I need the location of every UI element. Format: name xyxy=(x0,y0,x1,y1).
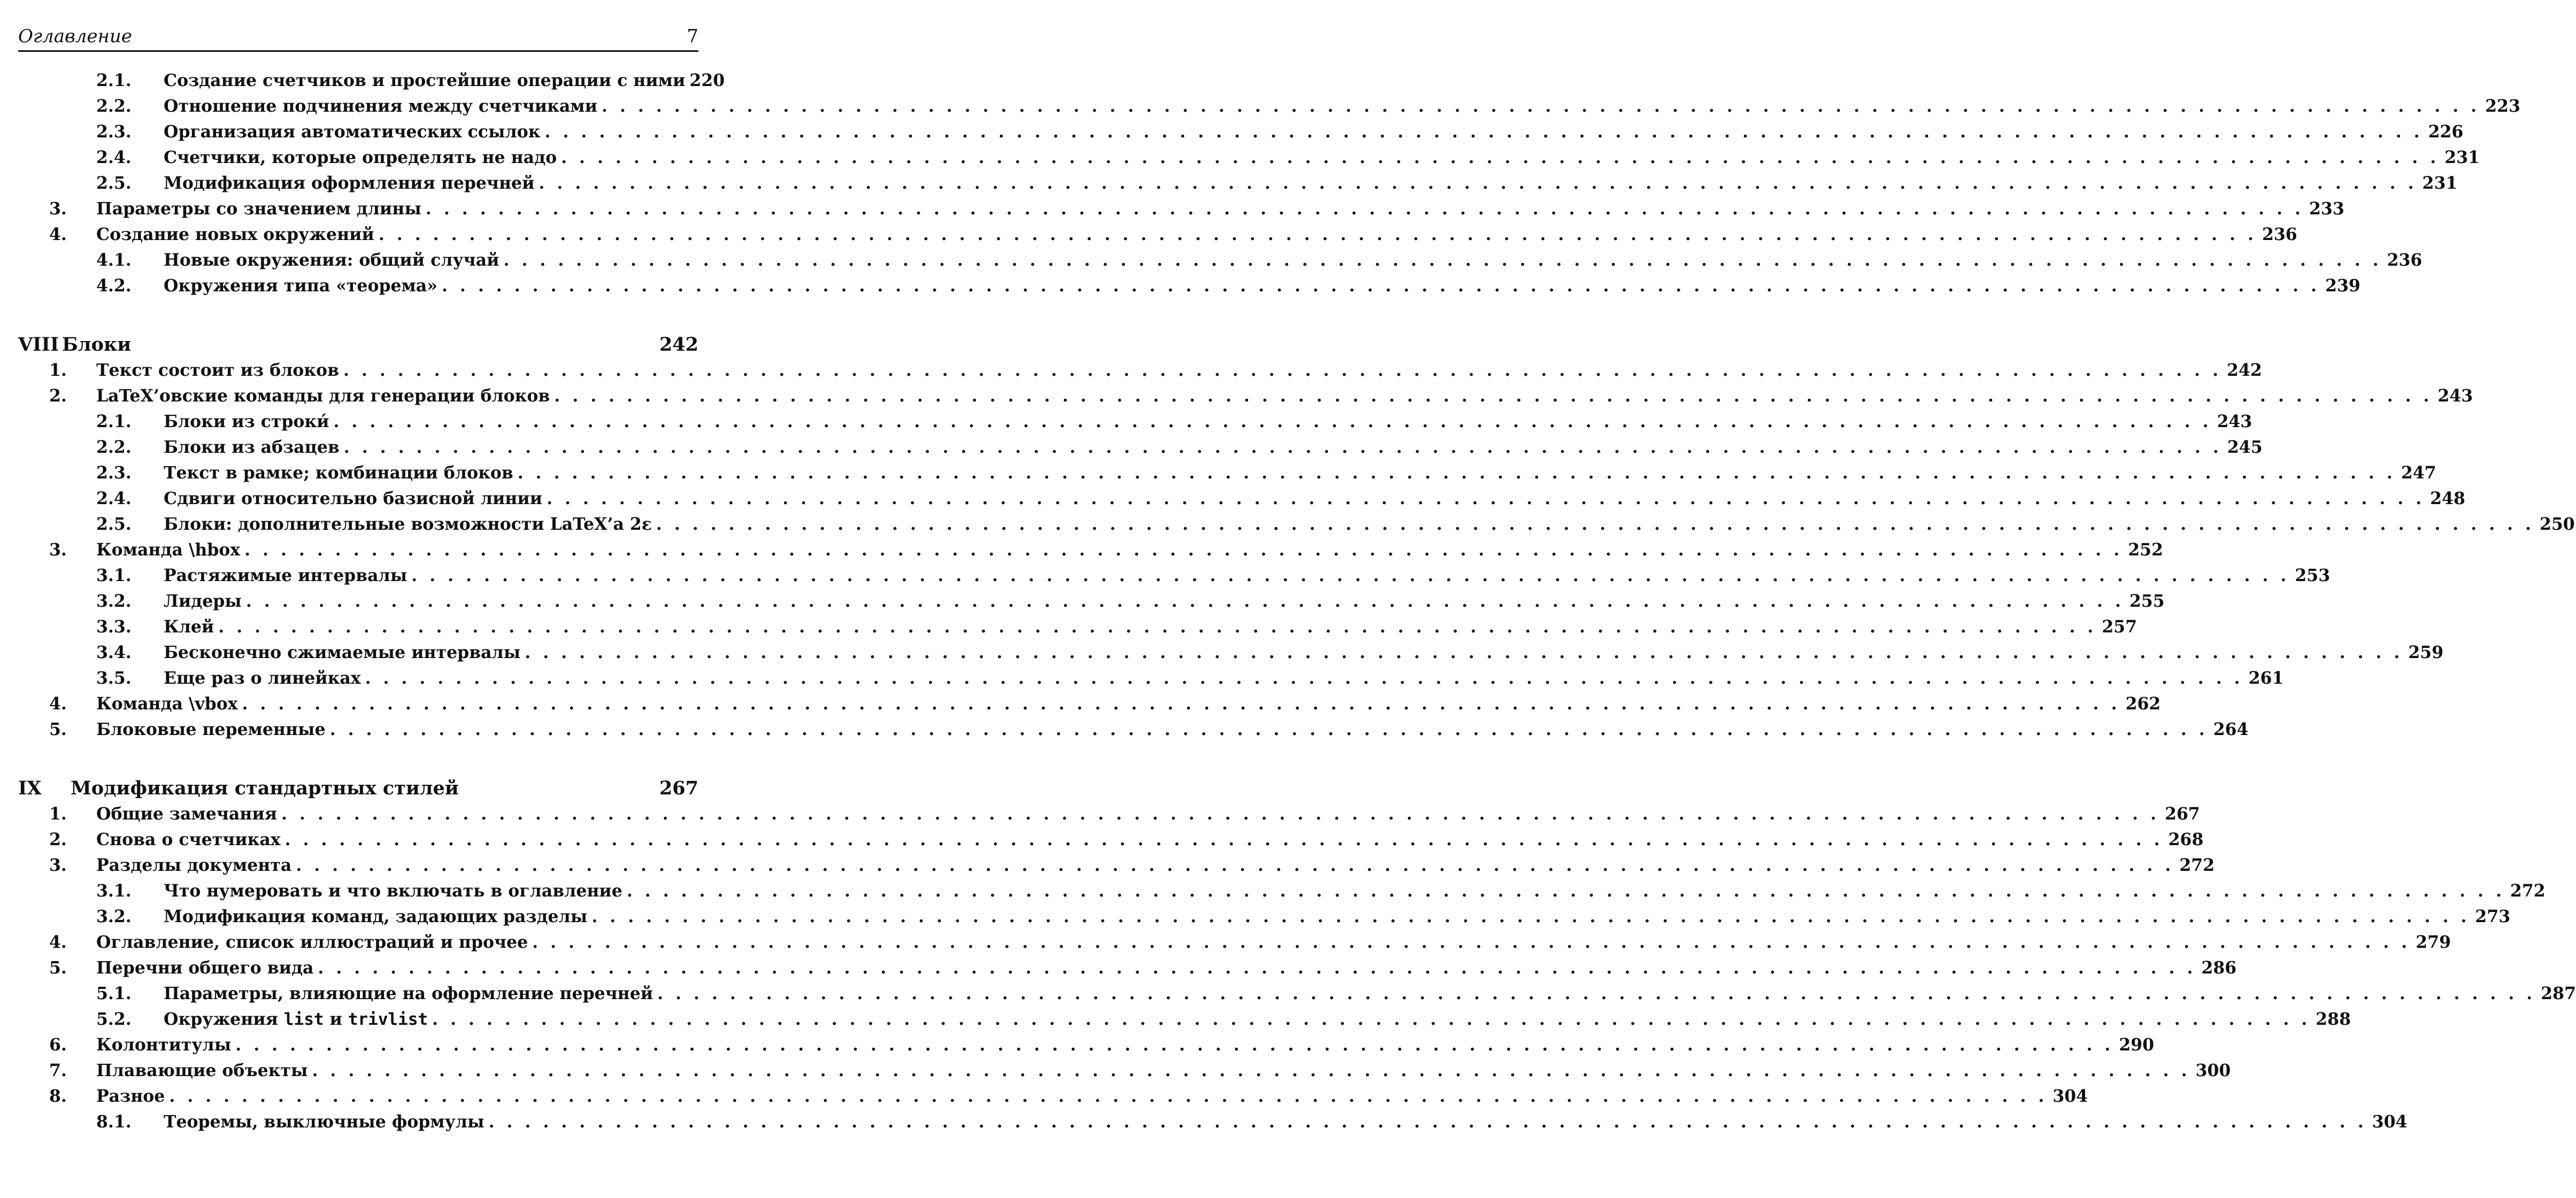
entry-number: 2. xyxy=(49,830,67,849)
entry-page: 248 xyxy=(2430,489,2465,508)
entry-page: 253 xyxy=(2295,566,2331,585)
toc-entry-section xyxy=(0,360,2262,385)
toc-entry-subsection xyxy=(0,591,2165,616)
dot-leader xyxy=(532,932,2410,952)
entry-page: 255 xyxy=(2129,591,2165,611)
chapter-title: Модификация стандартных стилей xyxy=(71,777,459,799)
chapter-heading xyxy=(18,777,698,804)
chapter-page: 242 xyxy=(659,334,698,355)
entry-line xyxy=(164,71,725,90)
dot-leader xyxy=(334,412,2212,431)
entry-number: 3. xyxy=(49,855,67,875)
entry-number: 3. xyxy=(49,199,67,219)
entry-number: 5.2. xyxy=(96,1009,132,1029)
toc-entry-subsection xyxy=(0,71,725,95)
entry-number: 4.1. xyxy=(96,250,132,270)
entry-number: 8.1. xyxy=(96,1112,132,1132)
entry-number: 4. xyxy=(49,932,67,952)
entry-title: Еще раз о линейках xyxy=(164,668,361,688)
entry-page: 242 xyxy=(2227,360,2262,380)
entry-title: Бесконечно сжимаемые интервалы xyxy=(164,643,521,662)
entry-line xyxy=(164,489,2465,508)
toc-entry-subsection xyxy=(0,437,2263,462)
toc-entry-section xyxy=(0,720,2249,744)
entry-title: Окружения типа «теорема» xyxy=(164,276,437,296)
entry-number: 4.2. xyxy=(96,276,132,296)
entry-line xyxy=(164,412,2252,431)
entry-line xyxy=(164,1009,2351,1029)
entry-title: Текст состоит из блоков xyxy=(96,360,339,380)
entry-title: Параметры, влияющие на оформление перечней xyxy=(164,984,653,1003)
entry-title: Создание счетчиков и простейшие операции с ними xyxy=(164,71,686,90)
entry-line xyxy=(164,643,2444,662)
entry-page: 287 xyxy=(2541,984,2576,1003)
toc-entry-subsection xyxy=(0,96,2520,121)
entry-page: 250 xyxy=(2539,514,2575,534)
entry-title: Плавающие объекты xyxy=(96,1061,308,1080)
entry-page: 264 xyxy=(2213,720,2249,739)
dot-leader xyxy=(246,591,2124,611)
entry-page: 243 xyxy=(2437,386,2473,406)
entry-page: 245 xyxy=(2227,437,2263,457)
entry-page: 268 xyxy=(2168,830,2204,849)
entry-page: 267 xyxy=(2165,804,2200,824)
entry-page: 220 xyxy=(689,71,725,90)
dot-leader xyxy=(235,1035,2113,1055)
entry-line xyxy=(96,386,2473,406)
entry-line xyxy=(164,668,2284,688)
entry-line xyxy=(96,360,2262,380)
entry-line xyxy=(96,540,2163,560)
dot-leader xyxy=(330,720,2208,739)
entry-page: 286 xyxy=(2201,958,2237,978)
entry-title: Снова о счетчиках xyxy=(96,830,281,849)
entry-page: 304 xyxy=(2052,1086,2088,1106)
entry-title: Команда \vbox xyxy=(96,694,238,714)
entry-line xyxy=(164,173,2458,193)
entry-page: 226 xyxy=(2428,122,2464,142)
entry-line xyxy=(164,1112,2408,1132)
entry-line xyxy=(164,463,2436,483)
running-title: Оглавление xyxy=(18,26,132,47)
entry-title: Блоковые переменные xyxy=(96,720,326,739)
entry-line xyxy=(164,907,2511,926)
entry-title: Текст в рамке; комбинации блоков xyxy=(164,463,513,483)
entry-line xyxy=(164,437,2263,457)
entry-number: 2.2. xyxy=(96,96,132,116)
entry-number: 5. xyxy=(49,720,67,739)
toc-entry-section xyxy=(0,386,2473,411)
entry-title: Новые окружения: общий случай xyxy=(164,250,499,270)
toc-entry-subsection xyxy=(0,881,2546,906)
dot-leader xyxy=(554,386,2432,406)
entry-number: 2.3. xyxy=(96,463,132,483)
dot-leader xyxy=(602,96,2480,116)
dot-leader xyxy=(365,668,2243,688)
entry-number: 3.5. xyxy=(96,668,132,688)
toc-entry-subsection xyxy=(0,566,2331,590)
toc-entry-section xyxy=(0,225,2297,249)
dot-leader xyxy=(426,199,2304,219)
entry-title: Организация автоматических ссылок xyxy=(164,122,541,142)
entry-number: 3. xyxy=(49,540,67,560)
entry-page: 290 xyxy=(2119,1035,2155,1055)
dot-leader xyxy=(591,907,2470,926)
entry-line xyxy=(96,958,2237,978)
entry-number: 3.3. xyxy=(96,617,132,637)
entry-line xyxy=(96,1035,2155,1055)
dot-leader xyxy=(656,514,2534,534)
dot-leader xyxy=(657,984,2535,1003)
entry-page: 236 xyxy=(2262,225,2297,244)
entry-number: 2.1. xyxy=(96,412,132,431)
toc-entry-subsection xyxy=(0,514,2575,539)
entry-title: Оглавление, список иллюстраций и прочее xyxy=(96,932,528,952)
toc-entry-subsection xyxy=(0,148,2480,172)
dot-leader xyxy=(489,1112,2367,1132)
toc-entry-section xyxy=(0,958,2237,983)
entry-title: Модификация команд, задающих разделы xyxy=(164,907,588,926)
entry-page: 259 xyxy=(2408,643,2444,662)
entry-line xyxy=(164,617,2137,637)
toc-entry-section xyxy=(0,1086,2088,1111)
chapter-heading xyxy=(18,334,698,360)
toc-entry-section xyxy=(0,855,2215,880)
entry-title: Перечни общего вида xyxy=(96,958,314,978)
dot-leader xyxy=(344,437,2222,457)
chapter-number: IX xyxy=(18,777,42,799)
entry-title: Команда \hbox xyxy=(96,540,241,560)
entry-page: 233 xyxy=(2309,199,2344,219)
toc-entry-subsection xyxy=(0,984,2576,1008)
toc-entry-section xyxy=(0,199,2344,223)
dot-leader xyxy=(296,855,2174,875)
entry-title: Блоки из строки́ xyxy=(164,412,329,431)
entry-title: Сдвиги относительно базисной линии xyxy=(164,489,543,508)
entry-number: 2.5. xyxy=(96,514,132,534)
toc-entry-subsection xyxy=(0,463,2436,488)
toc-entry-section xyxy=(0,932,2451,957)
chapter-number: VIII xyxy=(18,334,59,355)
entry-page: 304 xyxy=(2372,1112,2408,1132)
toc-entry-subsection xyxy=(0,250,2423,275)
entry-number: 5. xyxy=(49,958,67,978)
toc-entry-subsection xyxy=(0,907,2511,931)
dot-leader xyxy=(525,643,2403,662)
entry-number: 5.1. xyxy=(96,984,132,1003)
entry-line xyxy=(164,566,2331,585)
entry-title: Разное xyxy=(96,1086,165,1106)
entry-number: 2.2. xyxy=(96,437,132,457)
entry-title: Блоки из абзацев xyxy=(164,437,340,457)
dot-leader xyxy=(432,1009,2310,1029)
page-number: 7 xyxy=(687,26,698,47)
entry-page: 261 xyxy=(2248,668,2284,688)
dot-leader xyxy=(518,463,2396,483)
entry-title: Клей xyxy=(164,617,214,637)
entry-page: 236 xyxy=(2387,250,2423,270)
toc-entry-subsection xyxy=(0,617,2137,641)
entry-number: 8. xyxy=(49,1086,67,1106)
entry-title: Параметры со значением длины xyxy=(96,199,421,219)
entry-line xyxy=(96,1086,2088,1106)
dot-leader xyxy=(343,360,2221,380)
entry-title: Что нумеровать и что включать в оглавление xyxy=(164,881,622,901)
toc-entry-subsection xyxy=(0,122,2464,146)
entry-line xyxy=(164,250,2423,270)
entry-page: 252 xyxy=(2128,540,2163,560)
dot-leader xyxy=(411,566,2289,585)
chapter-title: Блоки xyxy=(62,334,132,355)
entry-number: 2.3. xyxy=(96,122,132,142)
toc-entry-subsection xyxy=(0,668,2284,693)
entry-page: 247 xyxy=(2401,463,2436,483)
entry-number: 3.1. xyxy=(96,881,132,901)
toc-entry-subsection xyxy=(0,412,2252,436)
toc-entry-subsection xyxy=(0,276,2360,300)
entry-number: 2.5. xyxy=(96,173,132,193)
toc-entry-section xyxy=(0,830,2204,854)
entry-title: Лидеры xyxy=(164,591,242,611)
toc-entry-section xyxy=(0,540,2163,565)
dot-leader xyxy=(627,881,2505,901)
entry-number: 1. xyxy=(49,360,67,380)
dot-leader xyxy=(318,958,2196,978)
entry-number: 2.1. xyxy=(96,71,132,90)
entry-line xyxy=(164,148,2480,167)
entry-number: 6. xyxy=(49,1035,67,1055)
entry-line xyxy=(96,830,2204,849)
entry-line xyxy=(164,881,2546,901)
toc-entry-section xyxy=(0,1061,2231,1085)
entry-line xyxy=(96,855,2215,875)
toc-entry-section xyxy=(0,1035,2155,1060)
entry-line xyxy=(96,932,2451,952)
entry-title: Разделы документа xyxy=(96,855,292,875)
entry-title: Отношение подчинения между счетчиками xyxy=(164,96,598,116)
entry-title: Блоки: дополнительные возможности LaTeX’а 2ε xyxy=(164,514,652,534)
entry-number: 1. xyxy=(49,804,67,824)
entry-line xyxy=(164,984,2576,1003)
entry-line xyxy=(164,591,2165,611)
dot-leader xyxy=(379,225,2257,244)
toc-entry-subsection xyxy=(0,173,2458,198)
toc-entry-subsection xyxy=(0,643,2444,667)
entry-line xyxy=(96,1061,2231,1080)
entry-page: 239 xyxy=(2325,276,2360,296)
toc-entry-subsection xyxy=(0,1112,2408,1137)
entry-title: Растяжимые интервалы xyxy=(164,566,407,585)
entry-page: 272 xyxy=(2179,855,2215,875)
entry-page: 231 xyxy=(2444,148,2480,167)
chapter-page: 267 xyxy=(659,777,698,799)
entry-title: Создание новых окружений xyxy=(96,225,374,244)
entry-title: Модификация оформления перечней xyxy=(164,173,535,193)
entry-number: 3.1. xyxy=(96,566,132,585)
entry-number: 2.4. xyxy=(96,489,132,508)
dot-leader xyxy=(442,276,2320,296)
dot-leader xyxy=(545,122,2423,142)
entry-title: Счетчики, которые определять не надо xyxy=(164,148,557,167)
dot-leader xyxy=(281,804,2159,824)
toc-entry-section xyxy=(0,694,2161,718)
entry-page: 231 xyxy=(2422,173,2458,193)
entry-line xyxy=(164,514,2575,534)
dot-leader xyxy=(244,540,2123,560)
entry-page: 257 xyxy=(2102,617,2137,637)
entry-number: 4. xyxy=(49,225,67,244)
entry-line xyxy=(96,199,2344,219)
dot-leader xyxy=(539,173,2417,193)
entry-number: 4. xyxy=(49,694,67,714)
dot-leader xyxy=(312,1061,2190,1080)
dot-leader xyxy=(285,830,2163,849)
dot-leader xyxy=(504,250,2382,270)
entry-page: 273 xyxy=(2475,907,2511,926)
entry-line xyxy=(164,276,2360,296)
entry-line xyxy=(96,720,2249,739)
entry-title: Окружения list и trivlist xyxy=(164,1009,428,1029)
entry-title: Общие замечания xyxy=(96,804,277,824)
entry-line xyxy=(164,96,2520,116)
dot-leader xyxy=(169,1086,2047,1106)
entry-title: Теоремы, выключные формулы xyxy=(164,1112,485,1132)
entry-page: 243 xyxy=(2217,412,2252,431)
entry-page: 300 xyxy=(2195,1061,2231,1080)
entry-page: 272 xyxy=(2510,881,2546,901)
entry-line xyxy=(164,122,2464,142)
entry-page: 262 xyxy=(2125,694,2161,714)
entry-line xyxy=(96,804,2200,824)
entry-line xyxy=(96,225,2297,244)
dot-leader xyxy=(218,617,2096,637)
toc-entry-subsection xyxy=(0,489,2465,513)
entry-page: 279 xyxy=(2416,932,2451,952)
running-head xyxy=(18,24,698,52)
toc-entry-section xyxy=(0,804,2200,829)
entry-line xyxy=(96,694,2161,714)
entry-number: 3.2. xyxy=(96,907,132,926)
dot-leader xyxy=(547,489,2425,508)
dot-leader xyxy=(242,694,2120,714)
dot-leader xyxy=(561,148,2439,167)
entry-page: 288 xyxy=(2316,1009,2351,1029)
entry-number: 2. xyxy=(49,386,67,406)
entry-title: Колонтитулы xyxy=(96,1035,232,1055)
entry-number: 3.4. xyxy=(96,643,132,662)
entry-number: 3.2. xyxy=(96,591,132,611)
toc-entry-subsection xyxy=(0,1009,2351,1034)
entry-number: 2.4. xyxy=(96,148,132,167)
entry-number: 7. xyxy=(49,1061,67,1080)
entry-title: LaTeX’овские команды для генерации блоков xyxy=(96,386,550,406)
entry-page: 223 xyxy=(2485,96,2520,116)
